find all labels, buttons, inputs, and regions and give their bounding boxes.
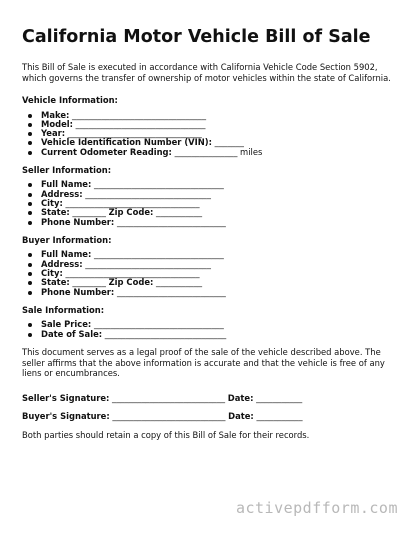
- buyer-signature-line[interactable]: [22, 411, 394, 422]
- sale-price-blank[interactable]: _______________________________: [93, 319, 224, 330]
- buyer-date-label: Date:: [228, 411, 254, 422]
- buyer-address-label: Address:: [41, 258, 83, 269]
- seller-date-blank[interactable]: ___________: [256, 392, 303, 403]
- seller-zip-label: Zip Code:: [108, 207, 154, 218]
- buyer-date-blank[interactable]: ___________: [256, 411, 303, 422]
- buyer-zip-label: Zip Code:: [108, 277, 154, 288]
- buyer-city-blank[interactable]: ________________________________: [65, 268, 200, 279]
- sale-date-field[interactable]: [41, 330, 394, 339]
- seller-city-blank[interactable]: ________________________________: [65, 198, 200, 209]
- intro-paragraph: This Bill of Sale is executed in accordance with California Vehicle Code Section 5902, which governs the transfer of ownership of motor vehicles within the state of California.: [22, 62, 391, 83]
- buyer-phone-blank[interactable]: __________________________: [116, 286, 226, 297]
- seller-state-label: State:: [41, 207, 70, 218]
- vehicle-odometer-field[interactable]: [41, 148, 394, 157]
- year-label: Year:: [41, 128, 66, 139]
- closing-paragraph: This document serves as a legal proof of the sale of the vehicle described above. The seller affirms that the above information is accurate and that the vehicle is free of any liens or encumbrances.: [22, 347, 385, 379]
- watermark: activepdfform.com: [235, 499, 398, 517]
- seller-city-label: City:: [41, 198, 63, 209]
- buyer-state-blank[interactable]: ________: [72, 277, 106, 288]
- seller-zip-blank[interactable]: ___________: [156, 207, 203, 218]
- make-blank[interactable]: ________________________________: [72, 109, 207, 120]
- vehicle-section-heading: Vehicle Information:: [22, 95, 118, 105]
- seller-date-label: Date:: [227, 392, 254, 403]
- make-label: Make:: [41, 109, 70, 120]
- seller-state-blank[interactable]: ________: [72, 207, 106, 218]
- model-label: Model:: [41, 118, 73, 129]
- seller-section-heading: Seller Information:: [22, 164, 112, 175]
- buyer-address-blank[interactable]: ______________________________: [85, 258, 211, 269]
- odometer-label: Current Odometer Reading:: [41, 146, 172, 157]
- seller-signature-label: Seller's Signature:: [22, 392, 110, 403]
- buyer-zip-blank[interactable]: ___________: [156, 277, 203, 288]
- buyer-section-heading: Buyer Information:: [22, 234, 112, 245]
- seller-phone-field[interactable]: [41, 218, 394, 227]
- buyer-field-list: [22, 250, 394, 296]
- sale-price-label: Sale Price:: [41, 319, 92, 330]
- seller-signature-blank[interactable]: ___________________________: [112, 392, 226, 403]
- vin-label: Vehicle Identification Number (VIN):: [41, 137, 212, 148]
- footer-note: Both parties should retain a copy of this Bill of Sale for their records.: [22, 429, 310, 440]
- buyer-name-label: Full Name:: [41, 249, 92, 260]
- sale-date-blank[interactable]: _____________________________: [104, 328, 227, 339]
- seller-name-blank[interactable]: _______________________________: [94, 179, 224, 190]
- buyer-state-label: State:: [41, 277, 70, 288]
- buyer-city-label: City:: [41, 268, 63, 279]
- bill-of-sale-document: [22, 26, 394, 440]
- year-blank[interactable]: ________________________________: [67, 128, 202, 139]
- buyer-phone-field[interactable]: [41, 288, 394, 297]
- buyer-signature-label: Buyer's Signature:: [22, 411, 110, 422]
- model-blank[interactable]: _______________________________: [75, 118, 206, 129]
- odometer-blank[interactable]: _______________: [174, 146, 238, 157]
- sale-section-heading: Sale Information:: [22, 304, 105, 315]
- odometer-unit: miles: [240, 146, 263, 157]
- seller-signature-line[interactable]: [22, 393, 394, 404]
- seller-address-blank[interactable]: ______________________________: [85, 188, 211, 199]
- seller-address-label: Address:: [41, 188, 83, 199]
- sale-date-label: Date of Sale:: [41, 328, 103, 339]
- buyer-phone-label: Phone Number:: [41, 286, 115, 297]
- buyer-name-blank[interactable]: _______________________________: [94, 249, 224, 260]
- vehicle-field-list: [22, 111, 394, 157]
- seller-name-label: Full Name:: [41, 179, 92, 190]
- seller-phone-label: Phone Number:: [41, 216, 115, 227]
- seller-field-list: [22, 180, 394, 226]
- buyer-signature-blank[interactable]: ___________________________: [112, 411, 226, 422]
- seller-phone-blank[interactable]: __________________________: [116, 216, 226, 227]
- sale-field-list: [22, 320, 394, 339]
- document-title: California Motor Vehicle Bill of Sale: [22, 27, 371, 47]
- vin-blank[interactable]: _______: [214, 137, 244, 148]
